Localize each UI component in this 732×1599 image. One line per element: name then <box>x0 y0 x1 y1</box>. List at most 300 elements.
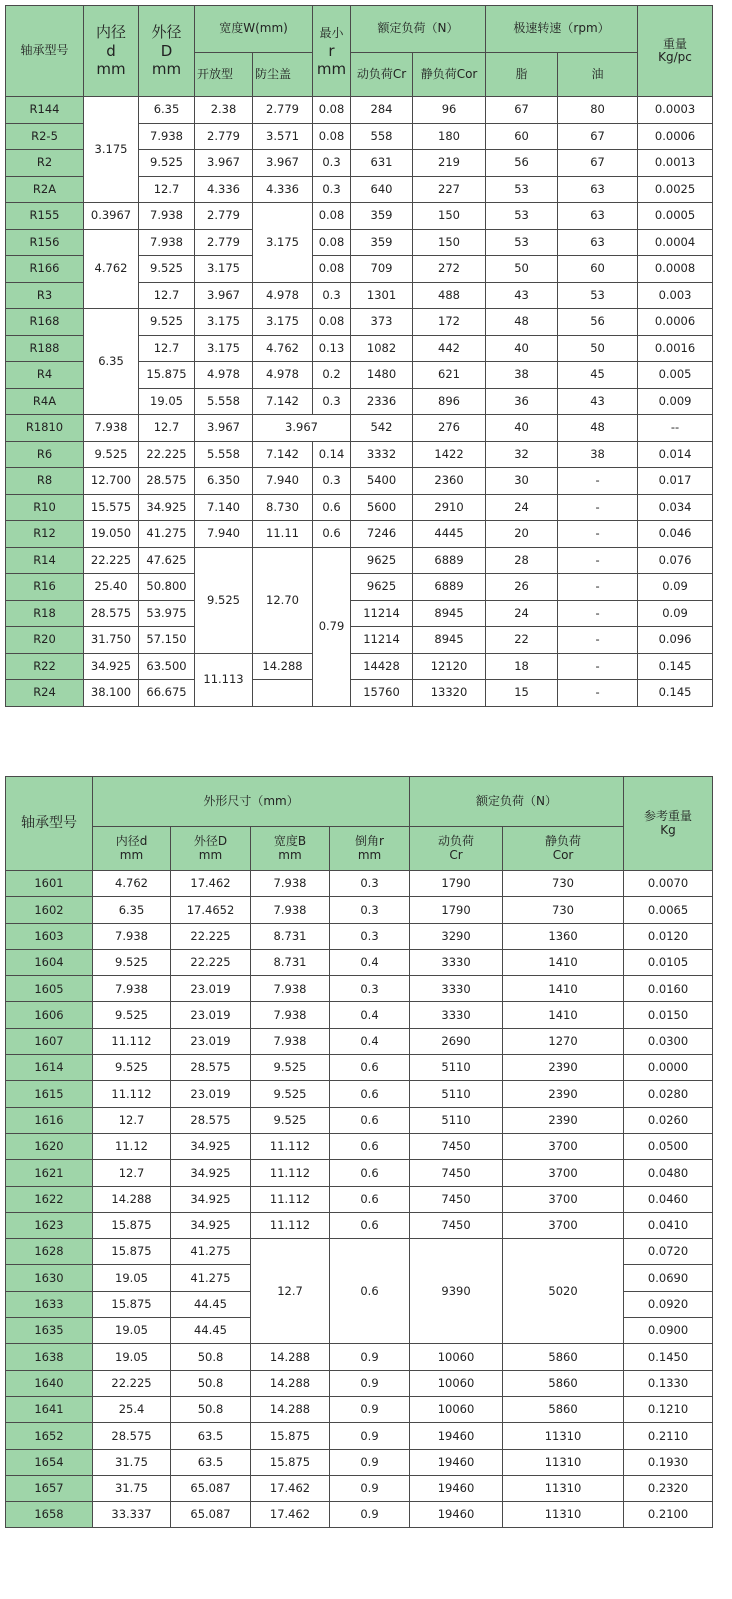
table-row <box>6 547 713 574</box>
cell-width-shield: 3.175 <box>253 203 313 283</box>
cell-model: R24 <box>6 680 84 707</box>
cell-cr: 3330 <box>410 976 503 1002</box>
cell-width-open: 5.558 <box>195 441 253 468</box>
cell-bore: 31.750 <box>84 627 139 654</box>
cell-od: 65.087 <box>171 1502 251 1528</box>
cell-weight: 0.2100 <box>624 1502 713 1528</box>
cell-weight: 0.0013 <box>638 150 713 177</box>
cell-bore: 28.575 <box>84 600 139 627</box>
cell-cor: 8945 <box>413 600 486 627</box>
cell-model: 1601 <box>6 871 93 897</box>
cell-r: 0.08 <box>313 97 351 124</box>
cell-width-open: 9.525 <box>195 547 253 653</box>
cell-chamfer: 0.6 <box>330 1081 410 1107</box>
cell-r: 0.08 <box>313 256 351 283</box>
cell-width: 8.731 <box>251 923 330 949</box>
cell-cor: 11310 <box>503 1475 624 1501</box>
header-rated-load: 额定负荷（N） <box>351 6 486 53</box>
cell-speed-grease: 53 <box>486 229 558 256</box>
cell-weight: 0.017 <box>638 468 713 495</box>
cell-cor: 3700 <box>503 1133 624 1159</box>
cell-cor: 11310 <box>503 1449 624 1475</box>
cell-cr: 2690 <box>410 1028 503 1054</box>
cell-width-open: 11.113 <box>195 653 253 706</box>
cell-speed-grease: 50 <box>486 256 558 283</box>
cell-speed-grease: 28 <box>486 547 558 574</box>
table-row <box>6 1449 713 1475</box>
table-row <box>6 574 713 601</box>
cell-od: 12.7 <box>139 176 195 203</box>
cell-model: 1605 <box>6 976 93 1002</box>
cell-cor: 488 <box>413 282 486 309</box>
header-od <box>139 6 195 97</box>
cell-cor: 2390 <box>503 1107 624 1133</box>
cell-speed-grease: 20 <box>486 521 558 548</box>
cell-bore: 31.75 <box>93 1449 171 1475</box>
cell-width-open: 3.175 <box>195 309 253 336</box>
cell-cor: 2360 <box>413 468 486 495</box>
cell-model: R144 <box>6 97 84 124</box>
cell-cor: 5860 <box>503 1370 624 1396</box>
cell-cr: 2336 <box>351 388 413 415</box>
cell-bore: 15.875 <box>93 1239 171 1265</box>
cell-chamfer: 0.6 <box>330 1133 410 1159</box>
cell-model: R166 <box>6 256 84 283</box>
cell-width-shield: 3.175 <box>253 309 313 336</box>
cell-cor: 180 <box>413 123 486 150</box>
table-row <box>6 976 713 1002</box>
cell-width: 9.525 <box>251 1055 330 1081</box>
cell-od: 34.925 <box>171 1212 251 1238</box>
cell-speed-oil: 43 <box>558 388 638 415</box>
cell-cr: 3330 <box>410 1002 503 1028</box>
cell-cr: 5110 <box>410 1081 503 1107</box>
cell-cor: 1270 <box>503 1028 624 1054</box>
cell-cr: 542 <box>351 415 413 442</box>
cell-weight: 0.0460 <box>624 1186 713 1212</box>
cell-weight: 0.0260 <box>624 1107 713 1133</box>
cell-cr: 1480 <box>351 362 413 389</box>
table-row <box>6 1423 713 1449</box>
cell-model: 1622 <box>6 1186 93 1212</box>
cell-width: 7.938 <box>251 897 330 923</box>
cell-model: R8 <box>6 468 84 495</box>
header-bore-title: 内径 <box>95 22 126 41</box>
header-r-unit: mm <box>316 60 347 79</box>
cell-od: 41.275 <box>139 521 195 548</box>
table-row <box>6 1160 713 1186</box>
cell-width: 11.112 <box>251 1160 330 1186</box>
header-bore <box>84 6 139 97</box>
cell-model: 1654 <box>6 1449 93 1475</box>
cell-width-shield: 3.967 <box>253 150 313 177</box>
cell-cor: 1360 <box>503 923 624 949</box>
cell-weight: 0.0004 <box>638 229 713 256</box>
cell-cor: 1410 <box>503 976 624 1002</box>
cell-speed-grease: 15 <box>486 680 558 707</box>
cell-weight: 0.0006 <box>638 123 713 150</box>
table-row <box>6 1186 713 1212</box>
cell-width-open: 7.940 <box>195 521 253 548</box>
cell-cor: 1410 <box>503 1002 624 1028</box>
cell-speed-grease: 18 <box>486 653 558 680</box>
header-od-title: 外径 <box>151 22 182 41</box>
cell-cor: 896 <box>413 388 486 415</box>
cell-cr: 10060 <box>410 1344 503 1370</box>
cell-width: 14.288 <box>251 1344 330 1370</box>
cell-od: 15.875 <box>139 362 195 389</box>
cell-speed-grease: 67 <box>486 97 558 124</box>
table-row <box>6 949 713 975</box>
cell-width: 15.875 <box>251 1449 330 1475</box>
cell-bore: 19.05 <box>93 1344 171 1370</box>
cell-chamfer: 0.6 <box>330 1160 410 1186</box>
cell-speed-oil: 45 <box>558 362 638 389</box>
cell-cr: 3290 <box>410 923 503 949</box>
cell-width-open: 3.175 <box>195 256 253 283</box>
cell-weight: 0.0410 <box>624 1212 713 1238</box>
cell-bore: 12.7 <box>93 1107 171 1133</box>
cell-cr: 1790 <box>410 897 503 923</box>
header-width: 宽度W(mm) <box>195 6 313 53</box>
cell-od: 28.575 <box>139 468 195 495</box>
cell-bore: 7.938 <box>93 976 171 1002</box>
header2-bore-label: 内径d <box>115 834 148 849</box>
cell-model: R10 <box>6 494 84 521</box>
cell-bore: 12.7 <box>93 1160 171 1186</box>
cell-bore: 15.875 <box>93 1212 171 1238</box>
cell-od: 66.675 <box>139 680 195 707</box>
cell-cr: 19460 <box>410 1423 503 1449</box>
header-bore-unit: mm <box>96 60 126 79</box>
cell-speed-oil: 63 <box>558 203 638 230</box>
cell-od: 23.019 <box>171 976 251 1002</box>
cell-cr: 7450 <box>410 1212 503 1238</box>
cell-od: 41.275 <box>171 1239 251 1265</box>
cell-model: R155 <box>6 203 84 230</box>
cell-chamfer: 0.3 <box>330 897 410 923</box>
cell-cr: 5400 <box>351 468 413 495</box>
cell-od: 50.800 <box>139 574 195 601</box>
table2-header <box>6 777 713 871</box>
cell-cor: 150 <box>413 203 486 230</box>
cell-cor: 3700 <box>503 1186 624 1212</box>
header-open: 开放型 <box>195 53 253 97</box>
cell-model: 1603 <box>6 923 93 949</box>
header2-model: 轴承型号 <box>6 777 93 871</box>
cell-cor: 13320 <box>413 680 486 707</box>
cell-od: 7.938 <box>139 203 195 230</box>
cell-od: 23.019 <box>171 1028 251 1054</box>
cell-bore: 22.225 <box>84 547 139 574</box>
cell-speed-grease: 53 <box>486 203 558 230</box>
cell-model: R2 <box>6 150 84 177</box>
cell-model: R168 <box>6 309 84 336</box>
cell-weight: 0.0105 <box>624 949 713 975</box>
cell-width-shield: 3.967 <box>253 415 351 442</box>
cell-od: 12.7 <box>139 415 195 442</box>
cell-speed-oil: 38 <box>558 441 638 468</box>
cell-od: 23.019 <box>171 1002 251 1028</box>
cell-cor: 3700 <box>503 1212 624 1238</box>
cell-r: 0.08 <box>313 203 351 230</box>
table-row <box>6 653 713 680</box>
cell-bore: 7.938 <box>93 923 171 949</box>
header2-dynamic-label: 动负荷 <box>438 834 475 849</box>
header2-chamfer <box>330 827 410 871</box>
cell-cor: 276 <box>413 415 486 442</box>
cell-width-shield: 3.571 <box>253 123 313 150</box>
cell-r: 0.13 <box>313 335 351 362</box>
cell-r: 0.79 <box>313 547 351 706</box>
cell-chamfer: 0.4 <box>330 949 410 975</box>
cell-model: R2A <box>6 176 84 203</box>
cell-chamfer: 0.9 <box>330 1396 410 1422</box>
cell-width-open: 2.779 <box>195 123 253 150</box>
cell-model: R188 <box>6 335 84 362</box>
header-oil: 油 <box>558 53 638 97</box>
cell-width-shield <box>253 680 313 707</box>
cell-weight: 0.0120 <box>624 923 713 949</box>
header-cr: 动负荷Cr <box>351 53 413 97</box>
cell-cr: 3332 <box>351 441 413 468</box>
cell-speed-grease: 56 <box>486 150 558 177</box>
cell-od: 28.575 <box>171 1055 251 1081</box>
header-speed: 极速转速（rpm） <box>486 6 638 53</box>
cell-od: 63.5 <box>171 1449 251 1475</box>
cell-weight: 0.0025 <box>638 176 713 203</box>
cell-speed-oil: - <box>558 600 638 627</box>
cell-cor: 12120 <box>413 653 486 680</box>
table-row <box>6 415 713 442</box>
table-row <box>6 1502 713 1528</box>
cell-width-open: 7.140 <box>195 494 253 521</box>
cell-weight: 0.009 <box>638 388 713 415</box>
cell-model: 1607 <box>6 1028 93 1054</box>
cell-model: 1615 <box>6 1081 93 1107</box>
cell-chamfer: 0.6 <box>330 1186 410 1212</box>
cell-model: R1810 <box>6 415 84 442</box>
cell-width: 9.525 <box>251 1081 330 1107</box>
cell-cor: 219 <box>413 150 486 177</box>
header2-chamfer-unit: mm <box>357 847 382 862</box>
cell-weight: 0.145 <box>638 653 713 680</box>
cell-od: 23.019 <box>171 1081 251 1107</box>
cell-bore: 31.75 <box>93 1475 171 1501</box>
cell-bore: 19.050 <box>84 521 139 548</box>
cell-speed-oil: - <box>558 547 638 574</box>
cell-cor: 730 <box>503 897 624 923</box>
cell-cor: 8945 <box>413 627 486 654</box>
table-row <box>6 1475 713 1501</box>
header2-od-unit: mm <box>198 847 223 862</box>
cell-bore: 34.925 <box>84 653 139 680</box>
table-row <box>6 1002 713 1028</box>
cell-model: R2-5 <box>6 123 84 150</box>
cell-od: 57.150 <box>139 627 195 654</box>
cell-od: 6.35 <box>139 97 195 124</box>
cell-speed-oil: - <box>558 680 638 707</box>
table-row <box>6 1344 713 1370</box>
cell-chamfer: 0.6 <box>330 1107 410 1133</box>
cell-width-shield: 12.70 <box>253 547 313 653</box>
table-row <box>6 1396 713 1422</box>
cell-width-shield: 11.11 <box>253 521 313 548</box>
cell-bore: 6.35 <box>93 897 171 923</box>
cell-weight: 0.2320 <box>624 1475 713 1501</box>
cell-weight: 0.0720 <box>624 1239 713 1265</box>
cell-cor: 5860 <box>503 1396 624 1422</box>
cell-chamfer: 0.9 <box>330 1502 410 1528</box>
cell-cr: 19460 <box>410 1475 503 1501</box>
header2-width <box>251 827 330 871</box>
cell-weight: 0.145 <box>638 680 713 707</box>
cell-bore: 9.525 <box>93 1055 171 1081</box>
header-model-label: 轴承型号 <box>20 43 69 58</box>
cell-cr: 3330 <box>410 949 503 975</box>
table-row <box>6 1081 713 1107</box>
cell-width-shield: 4.336 <box>253 176 313 203</box>
cell-speed-oil: 60 <box>558 256 638 283</box>
header-r-title: 最小 <box>319 25 344 40</box>
cell-model: 1630 <box>6 1265 93 1291</box>
cell-speed-oil: 80 <box>558 97 638 124</box>
bearing-spec-table-1600-series <box>5 776 713 1528</box>
cell-weight: 0.005 <box>638 362 713 389</box>
cell-od: 17.462 <box>171 871 251 897</box>
cell-width-open: 4.336 <box>195 176 253 203</box>
cell-weight: 0.034 <box>638 494 713 521</box>
cell-width: 15.875 <box>251 1423 330 1449</box>
cell-bore: 3.175 <box>84 97 139 203</box>
cell-r: 0.3 <box>313 388 351 415</box>
cell-bore: 0.3967 <box>84 203 139 230</box>
cell-cr: 5110 <box>410 1055 503 1081</box>
cell-od: 12.7 <box>139 335 195 362</box>
cell-od: 22.225 <box>171 949 251 975</box>
cell-cr: 10060 <box>410 1370 503 1396</box>
cell-cor: 1410 <box>503 949 624 975</box>
table2-body <box>6 871 713 1528</box>
cell-bore: 19.05 <box>93 1318 171 1344</box>
cell-od: 53.975 <box>139 600 195 627</box>
header-r-symbol: r <box>328 41 335 60</box>
table-row <box>6 1370 713 1396</box>
cell-width-open: 2.779 <box>195 229 253 256</box>
cell-cr: 640 <box>351 176 413 203</box>
cell-chamfer: 0.6 <box>330 1212 410 1238</box>
cell-cr: 10060 <box>410 1396 503 1422</box>
cell-cr: 9625 <box>351 547 413 574</box>
cell-width-open: 2.779 <box>195 203 253 230</box>
cell-od: 28.575 <box>171 1107 251 1133</box>
cell-cr: 5600 <box>351 494 413 521</box>
cell-model: 1604 <box>6 949 93 975</box>
cell-r: 0.14 <box>313 441 351 468</box>
header2-rated-load: 额定负荷（N） <box>410 777 624 827</box>
table-row <box>6 97 713 124</box>
cell-od: 47.625 <box>139 547 195 574</box>
table-row <box>6 1028 713 1054</box>
cell-cor: 621 <box>413 362 486 389</box>
cell-weight: -- <box>638 415 713 442</box>
cell-cr: 284 <box>351 97 413 124</box>
cell-chamfer: 0.9 <box>330 1370 410 1396</box>
cell-bore: 12.700 <box>84 468 139 495</box>
cell-model: 1628 <box>6 1239 93 1265</box>
cell-weight: 0.003 <box>638 282 713 309</box>
cell-bore: 9.525 <box>93 1002 171 1028</box>
cell-width-open: 6.350 <box>195 468 253 495</box>
cell-weight: 0.2110 <box>624 1423 713 1449</box>
cell-od: 7.938 <box>139 123 195 150</box>
cell-bore: 4.762 <box>93 871 171 897</box>
cell-width-open: 3.175 <box>195 335 253 362</box>
cell-model: 1602 <box>6 897 93 923</box>
cell-model: 1606 <box>6 1002 93 1028</box>
cell-chamfer: 0.9 <box>330 1475 410 1501</box>
cell-width: 7.938 <box>251 1028 330 1054</box>
cell-width: 11.112 <box>251 1186 330 1212</box>
cell-r: 0.08 <box>313 309 351 336</box>
cell-model: 1658 <box>6 1502 93 1528</box>
table-row <box>6 923 713 949</box>
cell-od: 7.938 <box>139 229 195 256</box>
header2-weight-title: 参考重量 <box>644 809 693 824</box>
cell-bore: 11.112 <box>93 1081 171 1107</box>
cell-weight: 0.0000 <box>624 1055 713 1081</box>
cell-width-shield: 2.779 <box>253 97 313 124</box>
cell-speed-grease: 24 <box>486 494 558 521</box>
cell-speed-grease: 48 <box>486 309 558 336</box>
cell-cor: 96 <box>413 97 486 124</box>
cell-speed-oil: 67 <box>558 150 638 177</box>
cell-speed-oil: - <box>558 494 638 521</box>
cell-bore: 28.575 <box>93 1423 171 1449</box>
cell-model: 1640 <box>6 1370 93 1396</box>
cell-bore: 11.112 <box>93 1028 171 1054</box>
cell-model: 1620 <box>6 1133 93 1159</box>
cell-cor: 2910 <box>413 494 486 521</box>
cell-weight: 0.014 <box>638 441 713 468</box>
cell-cor: 227 <box>413 176 486 203</box>
table-row <box>6 494 713 521</box>
cell-r: 0.08 <box>313 229 351 256</box>
cell-width-shield: 7.142 <box>253 388 313 415</box>
cell-od: 9.525 <box>139 256 195 283</box>
header-od-symbol: D <box>160 41 173 60</box>
cell-chamfer: 0.9 <box>330 1423 410 1449</box>
cell-speed-oil: - <box>558 627 638 654</box>
header2-width-unit: mm <box>278 847 302 862</box>
cell-model: 1633 <box>6 1291 93 1317</box>
cell-cr: 373 <box>351 309 413 336</box>
cell-od: 12.7 <box>139 282 195 309</box>
cell-bore: 33.337 <box>93 1502 171 1528</box>
cell-chamfer: 0.9 <box>330 1344 410 1370</box>
cell-speed-grease: 24 <box>486 600 558 627</box>
cell-width-open: 5.558 <box>195 388 253 415</box>
cell-chamfer: 0.3 <box>330 923 410 949</box>
cell-cor: 150 <box>413 229 486 256</box>
cell-weight: 0.1210 <box>624 1396 713 1422</box>
cell-weight: 0.0300 <box>624 1028 713 1054</box>
header2-bore <box>93 827 171 871</box>
header2-chamfer-label: 倒角r <box>355 834 384 849</box>
cell-model: R4 <box>6 362 84 389</box>
header2-static-label: 静负荷 <box>545 834 582 849</box>
cell-cr: 7246 <box>351 521 413 548</box>
